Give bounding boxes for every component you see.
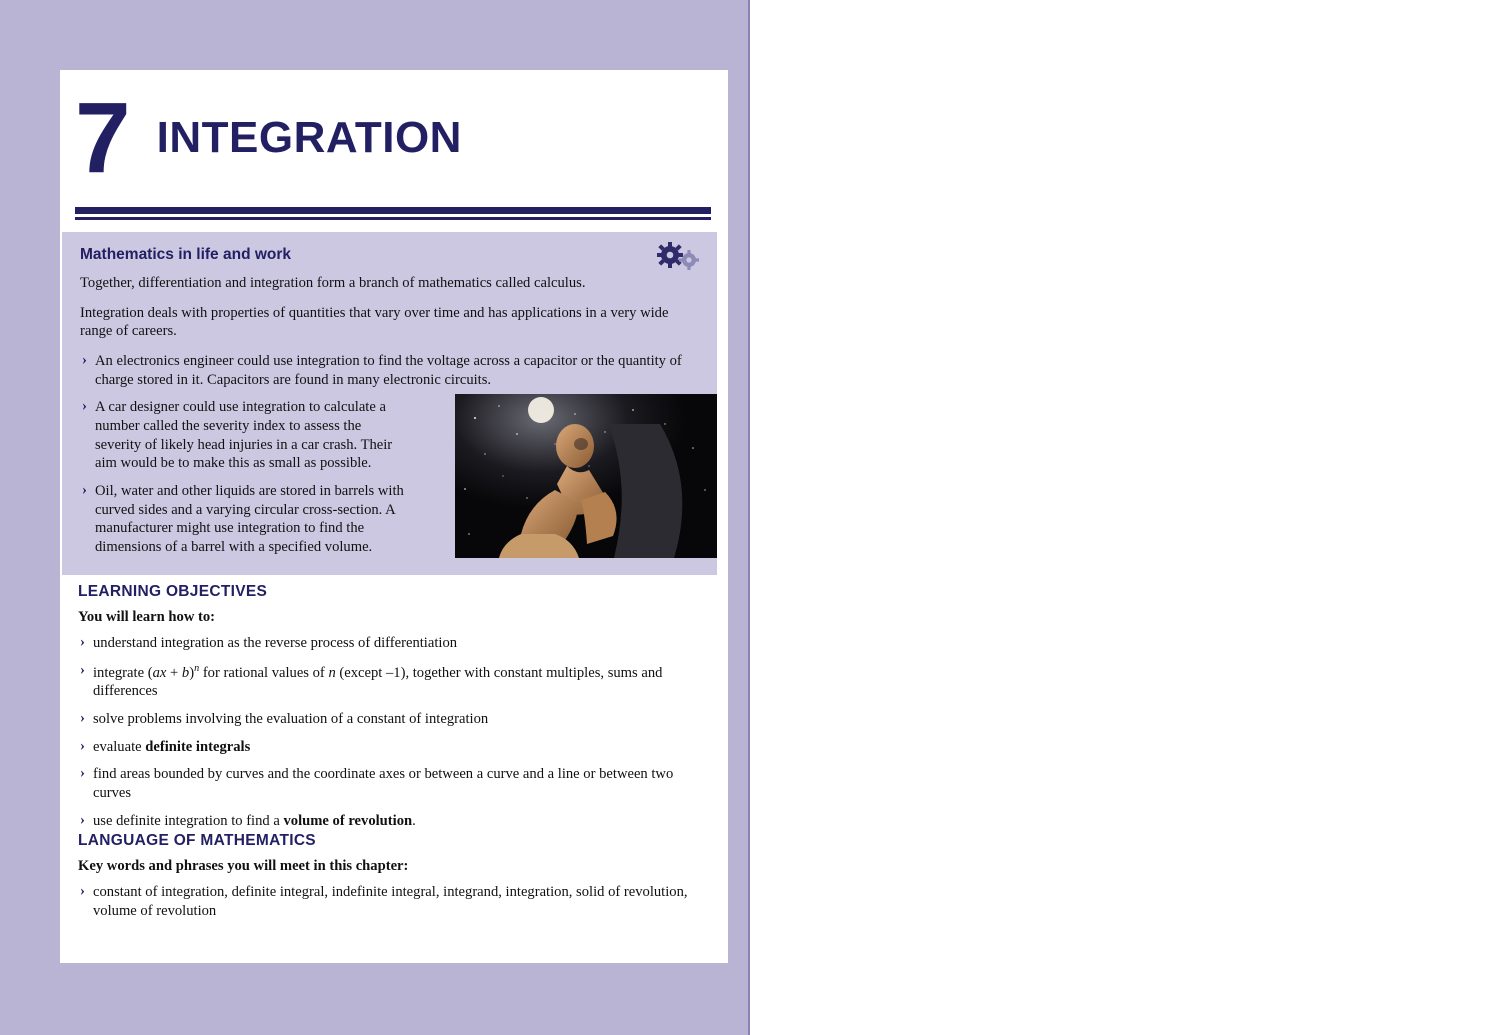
learning-objectives-heading: LEARNING OBJECTIVES [78,583,268,600]
mlw-title: Mathematics in life and work [80,246,292,263]
list-item: › A car designer could use integration to calculate a number called the severity index to assess the severity of likely head injuries in a car crash. Their aim would be to make this as small as possible. [80,398,410,473]
learning-objectives-list [78,634,708,830]
language-of-mathematics-subheading: Key words and phrases you will meet in this chapter: [78,858,409,874]
crash-test-dummy-photo [455,394,717,558]
mlw-paragraph-2: Integration deals with properties of quantities that vary over time and has applications in a very wide range of careers. [80,304,669,340]
list-item: › integrate (ax + b)$^n$ for rational values of n (except –1), together with constant multiples, sums and differences [78,662,708,701]
language-of-mathematics-heading: LANGUAGE OF MATHEMATICS [78,832,316,849]
language-of-mathematics-block [78,832,708,929]
heading-rule-thick [75,207,711,214]
list-item: › Oil, water and other liquids are stored in barrels with curved sides and a varying circular cross-section. A manufacturer might use integration to find the dimensions of a barrel with a specified volume. [80,482,410,557]
list-item: › evaluate definite integrals [78,738,708,757]
list-item: › use definite integration to find a volume of revolution. [78,812,708,831]
chapter-number: 7 [75,82,131,194]
right-page [750,0,1500,1035]
language-of-mathematics-list [78,883,708,920]
heading-rule-thin [75,217,711,220]
gears-icon [655,242,701,277]
list-item: › An electronics engineer could use integration to find the voltage across a capacitor or the quantity of charge stored in it. Capacitors are found in many electronic circuits. [80,352,699,389]
mathematics-in-life-and-work-box [62,232,717,575]
learning-objectives-subheading: You will learn how to: [78,609,216,625]
list-item: › understand integration as the reverse process of differentiation [78,634,708,653]
chapter-title: INTEGRATION [156,113,462,162]
page-divider [748,0,750,1035]
list-item: › find areas bounded by curves and the coordinate axes or between a curve and a line or between two curves [78,765,708,802]
learning-objectives-block [78,583,708,839]
mlw-paragraph-1: Together, differentiation and integration form a branch of mathematics called calculus. [80,275,586,291]
chapter-heading [75,78,715,198]
list-item: › solve problems involving the evaluation of a constant of integration [78,710,708,729]
list-item: › constant of integration, definite integral, indefinite integral, integrand, integration, solid of revolution, volume of revolution [78,883,708,920]
